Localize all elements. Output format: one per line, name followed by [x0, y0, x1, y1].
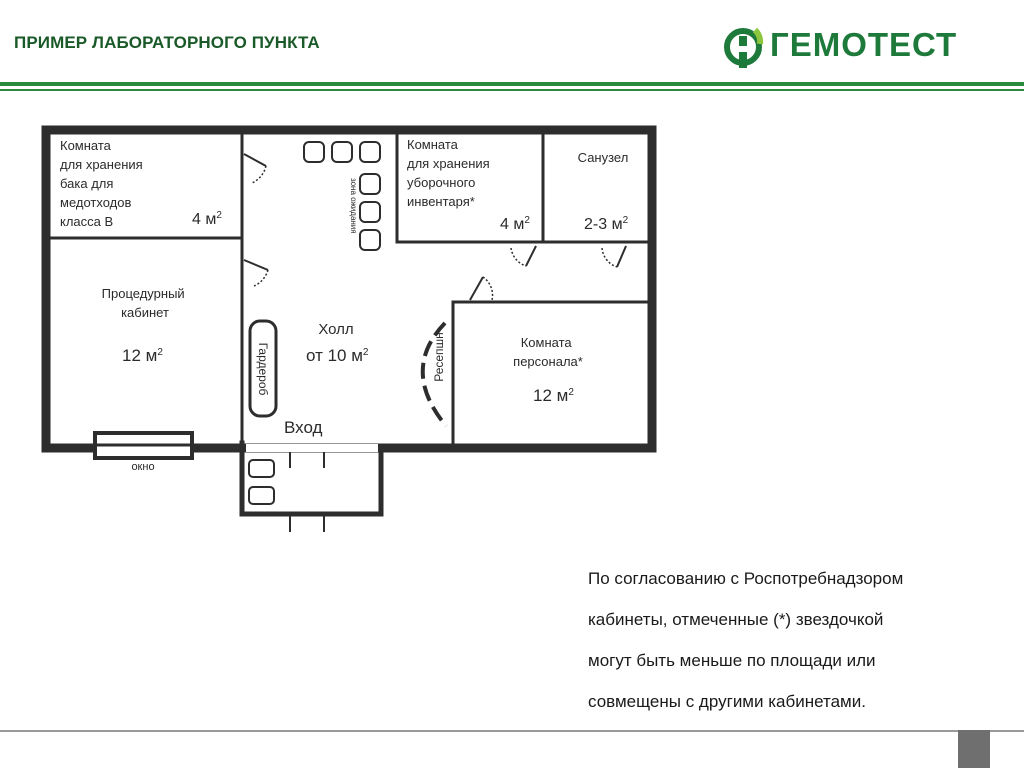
- footer-block: [958, 730, 990, 768]
- wardrobe-label: Гардероб: [256, 342, 270, 396]
- door-swing: [254, 270, 268, 286]
- vestibule-seat: [249, 487, 274, 504]
- waste-room-label: Комната для хранения бака для медотходов класса В: [60, 138, 143, 229]
- bathroom-area: 2-3 $м^2$: [584, 215, 629, 233]
- window-label: окно: [131, 461, 155, 473]
- hall-label: Холл: [318, 321, 354, 338]
- reception-label: Ресепшн: [432, 332, 446, 382]
- note-line: совмещены с другими кабинетами.: [588, 692, 866, 711]
- waiting-zone-label: зона ожидания: [349, 178, 358, 234]
- approval-note: [588, 558, 1008, 722]
- footer-divider: [0, 730, 1024, 732]
- door-swing: [602, 248, 617, 267]
- door-staff-room: [470, 277, 483, 300]
- waiting-chair: [304, 142, 324, 162]
- staff-room-label: Комната персонала*: [513, 335, 583, 369]
- door-cleaning-room: [526, 246, 536, 266]
- staff-room-area: 12 $м^2$: [533, 386, 574, 405]
- waiting-chair: [360, 202, 380, 222]
- waiting-chair: [360, 230, 380, 250]
- door-swing: [252, 166, 266, 183]
- procedure-room-label: Процедурный кабинет: [101, 286, 185, 320]
- bathroom-label: Санузел: [577, 150, 629, 165]
- waiting-chair: [332, 142, 352, 162]
- door-procedure: [244, 260, 268, 270]
- vestibule-seat: [249, 460, 274, 477]
- door-swing: [511, 248, 526, 266]
- door-swing: [483, 277, 493, 300]
- waiting-chair: [360, 174, 380, 194]
- note-line: могут быть меньше по площади или: [588, 651, 876, 670]
- logo-text: ГЕМОТЕСТ: [770, 26, 958, 63]
- entrance-gap: [246, 444, 378, 452]
- procedure-room-area: 12 $м^2$: [122, 346, 163, 365]
- note-line: По согласованию с Роспотребнадзором: [588, 569, 904, 588]
- page-title: ПРИМЕР ЛАБОРАТОРНОГО ПУНКТА: [14, 33, 320, 52]
- cleaning-room-area: 4 $м^2$: [500, 215, 530, 233]
- door-waste-room: [244, 154, 266, 166]
- hall-area: от 10 $м^2$: [306, 346, 369, 365]
- door-bathroom: [617, 246, 626, 267]
- waste-room-area: 4 $м^2$: [192, 210, 222, 228]
- note-line: кабинеты, отмеченные (*) звездочкой: [588, 610, 884, 629]
- cleaning-room-label: Комната для хранения уборочного инвентаря*: [407, 137, 490, 209]
- waiting-chair: [360, 142, 380, 162]
- entrance-label: Вход: [284, 418, 323, 437]
